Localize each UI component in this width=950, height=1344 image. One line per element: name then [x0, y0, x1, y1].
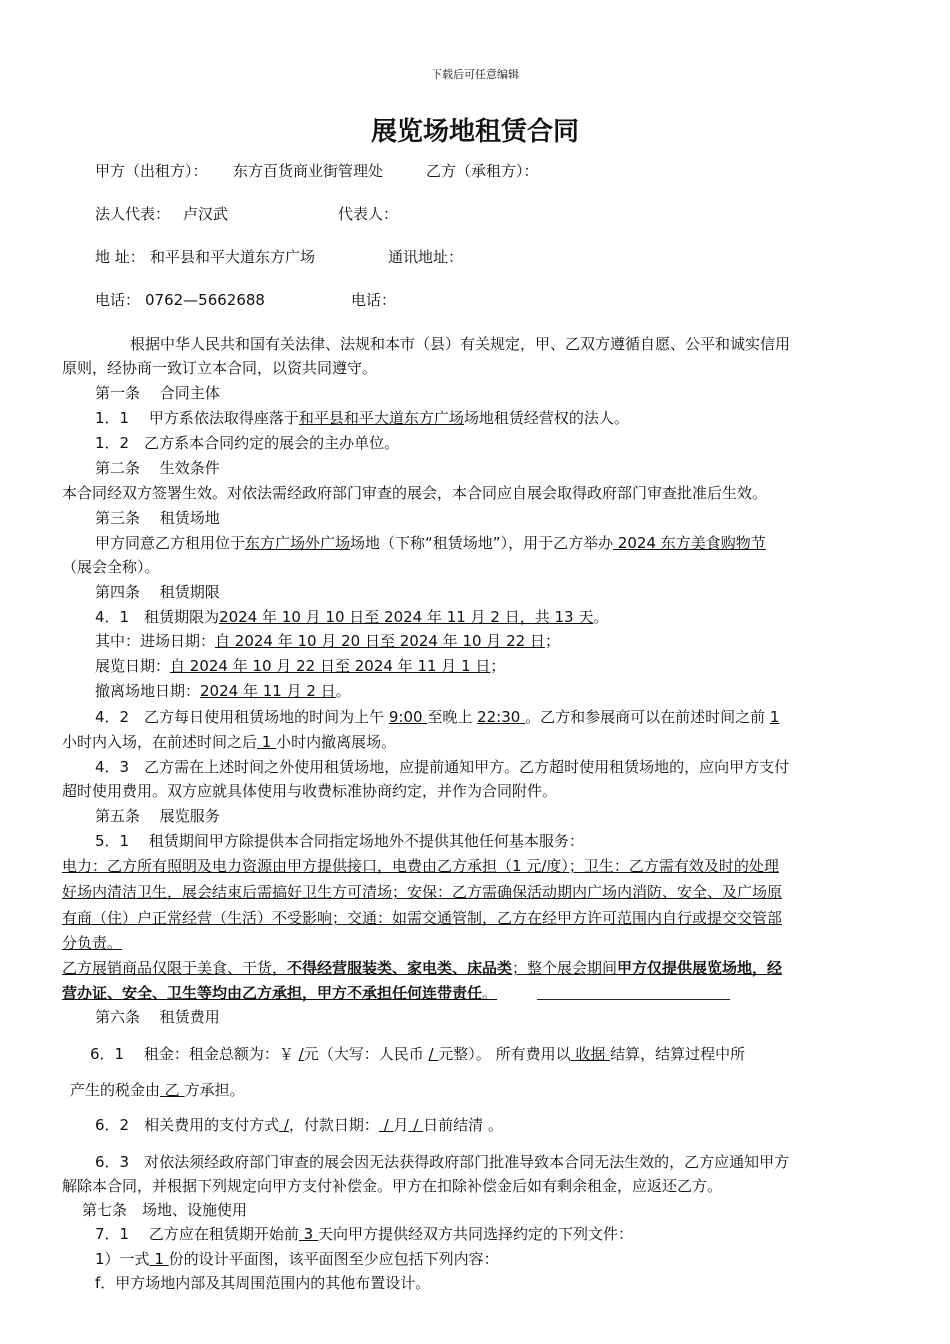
phone-label-b: 电话： — [351, 291, 397, 309]
exhibition-dates: 展览日期：自 2024 年 10 月 22 日至 2024 年 11 月 1 日； — [95, 657, 506, 675]
address-label: 地 址： — [95, 248, 145, 266]
clause-2: 本合同经双方签署生效。对依法需经政府部门审查的展会，本合同应自展会取得政府部门审查批准后生效。 — [62, 484, 768, 502]
phone-value: 0762—5662688 — [145, 291, 265, 309]
contact-address-label: 通讯地址： — [388, 248, 464, 266]
header-note: 下载后可任意编辑 — [431, 68, 519, 81]
exit-date: 撤离场地日期：2024 年 11 月 2 日。 — [95, 682, 351, 700]
address-value: 和平县和平大道东方广场 — [150, 248, 316, 266]
clause-7-1: 7．1 乙方应在租赁期开始前 3 天向甲方提供经双方共同选择约定的下列文件： — [95, 1225, 633, 1243]
clause-4-3-line-2: 超时使用费用。双方应就具体使用与收费标准协商约定，并作为合同附件。 — [62, 782, 558, 800]
clause-4-1: 4．1 租赁期限为2024 年 10 月 10 日至 2024 年 11 月 2 日，共 13 天。 — [95, 608, 609, 626]
services-line-1: 电力：乙方所有照明及电力资源由甲方提供接口，电费由乙方承担（1 元/度）；卫生：乙方需有效及时的处理 — [62, 857, 779, 875]
rep-label: 代表人： — [338, 205, 399, 223]
clause-6-2: 6．2 相关费用的支付方式 /，付款日期： / 月 / 日前结清 。 — [95, 1116, 503, 1134]
legal-rep-name: 卢汉武 — [183, 205, 229, 223]
article-3-heading: 第三条 租赁场地 — [95, 509, 220, 527]
intro-line-2: 原则，经协商一致订立本合同，以资共同遵守。 — [62, 359, 378, 377]
terms-underline-extension — [537, 999, 730, 1000]
clause-1-2: 1．2 乙方系本合同约定的展会的主办单位。 — [95, 434, 400, 452]
clause-6-1-line-1: 6．1 租金：租金总额为：￥ /元（大写：人民币 / 元整）。 所有费用以 收据 结算，结算过程中所 — [90, 1045, 746, 1063]
clause-4-2-line-1: 4．2 乙方每日使用租赁场地的时间为上午 9:00 至晚上 22:30 。乙方和参展商可以在前述时间之前 1 — [95, 708, 780, 726]
clause-3-line-2: （展会全称）。 — [62, 558, 160, 576]
clause-6-1-line-2: 产生的税金由 乙 方承担。 — [70, 1081, 245, 1099]
clause-7-1-item-f: f．甲方场地内部及其周围范围内的其他布置设计。 — [95, 1274, 431, 1292]
clause-5-1: 5．1 租赁期间甲方除提供本合同指定场地外不提供其他任何基本服务： — [95, 832, 584, 850]
clause-6-3-line-1: 6．3 对依法须经政府部门审查的展会因无法获得政府部门批准导致本合同无法生效的，乙方应通知甲方 — [95, 1153, 790, 1171]
article-2-heading: 第二条 生效条件 — [95, 459, 220, 477]
terms-line-1: 乙方展销商品仅限于美食、干货，不得经营服装类、家电类、床品类；整个展会期间甲方仅提供展览场地，经 — [62, 959, 783, 977]
services-line-2: 好场内清洁卫生，展会结束后需搞好卫生方可清场；安保：乙方需确保活动期内广场内消防、安全、及广场原 — [62, 883, 783, 901]
document-title: 展览场地租赁合同 — [370, 117, 579, 147]
clause-3-line-1: 甲方同意乙方租用位于东方广场外广场场地（下称“租赁场地”），用于乙方举办 2024 东方美食购物节 — [95, 534, 766, 552]
intro-line-1: 根据中华人民共和国有关法律、法规和本市（县）有关规定，甲、乙双方遵循自愿、公平和诚实信用 — [130, 335, 791, 353]
party-a-name: 东方百货商业街管理处 — [233, 162, 384, 180]
article-5-heading: 第五条 展览服务 — [95, 807, 220, 825]
entry-dates: 其中：进场日期：自 2024 年 10 月 20 日至 2024 年 10 月 22 日； — [95, 632, 560, 650]
terms-line-2: 营办证、安全、卫生等均由乙方承担，甲方不承担任何连带责任。 — [62, 984, 498, 1002]
clause-1-1: 1．1 甲方系依法取得座落于和平县和平大道东方广场场地租赁经营权的法人。 — [95, 409, 629, 427]
party-b-label: 乙方（承租方）： — [426, 162, 539, 180]
clause-7-1-item-1: 1）一式 1 份的设计平面图，该平面图至少应包括下列内容： — [95, 1250, 499, 1268]
article-1-heading: 第一条 合同主体 — [95, 384, 220, 402]
article-7-heading: 第七条 场地、设施使用 — [82, 1201, 248, 1219]
article-4-heading: 第四条 租赁期限 — [95, 583, 220, 601]
services-line-4: 分负责。 — [62, 934, 123, 952]
clause-4-3-line-1: 4．3 乙方需在上述时间之外使用租赁场地，应提前通知甲方。乙方超时使用租赁场地的，应向甲方支付 — [95, 758, 790, 776]
clause-4-2-line-2: 小时内入场，在前述时间之后 1 小时内撤离展场。 — [62, 733, 397, 751]
phone-label: 电话： — [95, 291, 141, 309]
party-a-label: 甲方（出租方）： — [95, 162, 208, 180]
clause-6-3-line-2: 解除本合同，并根据下列规定向甲方支付补偿金。甲方在扣除补偿金后如有剩余租金，应返还乙方。 — [62, 1177, 723, 1195]
services-line-3: 有商（住）户正常经营（生活）不受影响；交通：如需交通管制，乙方在经甲方许可范围内自行或提交交管部 — [62, 909, 783, 927]
legal-rep-label: 法人代表： — [95, 205, 171, 223]
article-6-heading: 第六条 租赁费用 — [95, 1008, 220, 1026]
